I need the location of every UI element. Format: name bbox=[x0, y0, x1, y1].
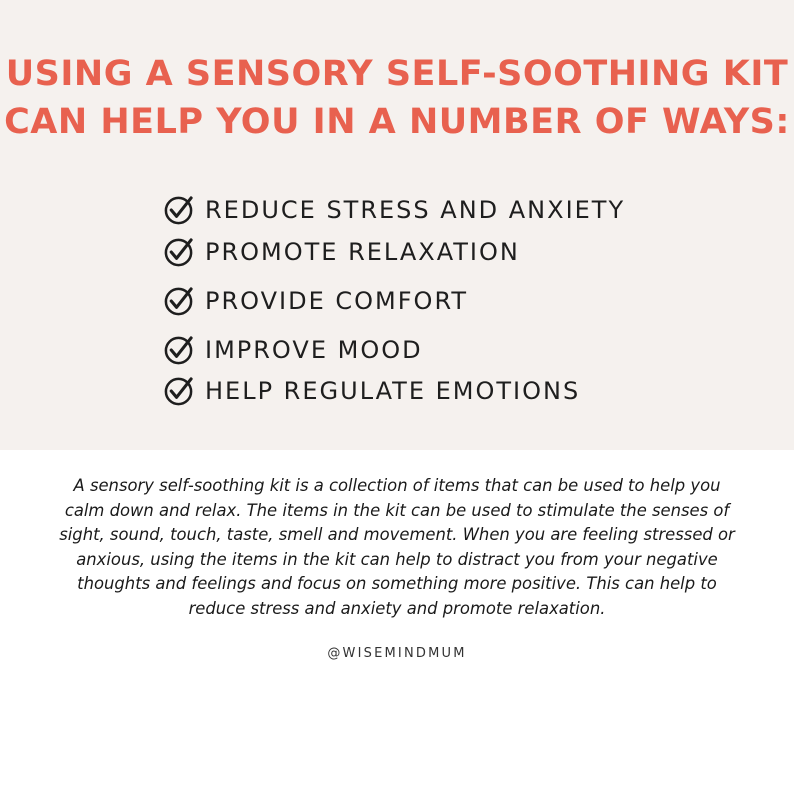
benefit-item bbox=[163, 232, 520, 272]
benefit-item bbox=[163, 371, 580, 411]
description-line-2: calm down and relax. The items in the kit can be used to stimulate the senses of bbox=[64, 500, 730, 520]
checkmark-circle-icon bbox=[163, 335, 194, 366]
benefit-label: IMPROVE MOOD bbox=[205, 336, 423, 364]
description-line-4: anxious, using the items in the kit can help to distract you from your negative bbox=[76, 549, 718, 569]
checkmark-circle-icon bbox=[163, 195, 194, 226]
description-line-1: A sensory self-soothing kit is a collection of items that can be used to help you bbox=[73, 476, 721, 495]
benefit-label: PROVIDE COMFORT bbox=[205, 287, 469, 315]
description-paragraph bbox=[20, 474, 774, 621]
headline bbox=[0, 50, 794, 146]
benefit-label: PROMOTE RELAXATION bbox=[205, 238, 520, 266]
benefit-item bbox=[163, 281, 468, 321]
benefit-item bbox=[163, 330, 423, 370]
checkmark-circle-icon bbox=[163, 376, 194, 407]
description-line-6: reduce stress and anxiety and promote relaxation. bbox=[188, 598, 606, 618]
benefit-label: REDUCE STRESS AND ANXIETY bbox=[205, 196, 626, 224]
benefit-label: HELP REGULATE EMOTIONS bbox=[205, 377, 581, 405]
social-handle: @WISEMINDMUM bbox=[327, 646, 467, 661]
checkmark-circle-icon bbox=[163, 286, 194, 317]
benefit-item bbox=[163, 190, 625, 230]
description-line-3: sight, sound, touch, taste, smell and movement. When you are feeling stressed or bbox=[59, 525, 735, 544]
headline-line-1: USING A SENSORY SELF-SOOTHING KIT bbox=[5, 54, 789, 94]
description-line-5: thoughts and feelings and focus on something more positive. This can help to bbox=[77, 574, 717, 593]
headline-line-2: CAN HELP YOU IN A NUMBER OF WAYS: bbox=[4, 102, 790, 142]
checkmark-circle-icon bbox=[163, 237, 194, 268]
